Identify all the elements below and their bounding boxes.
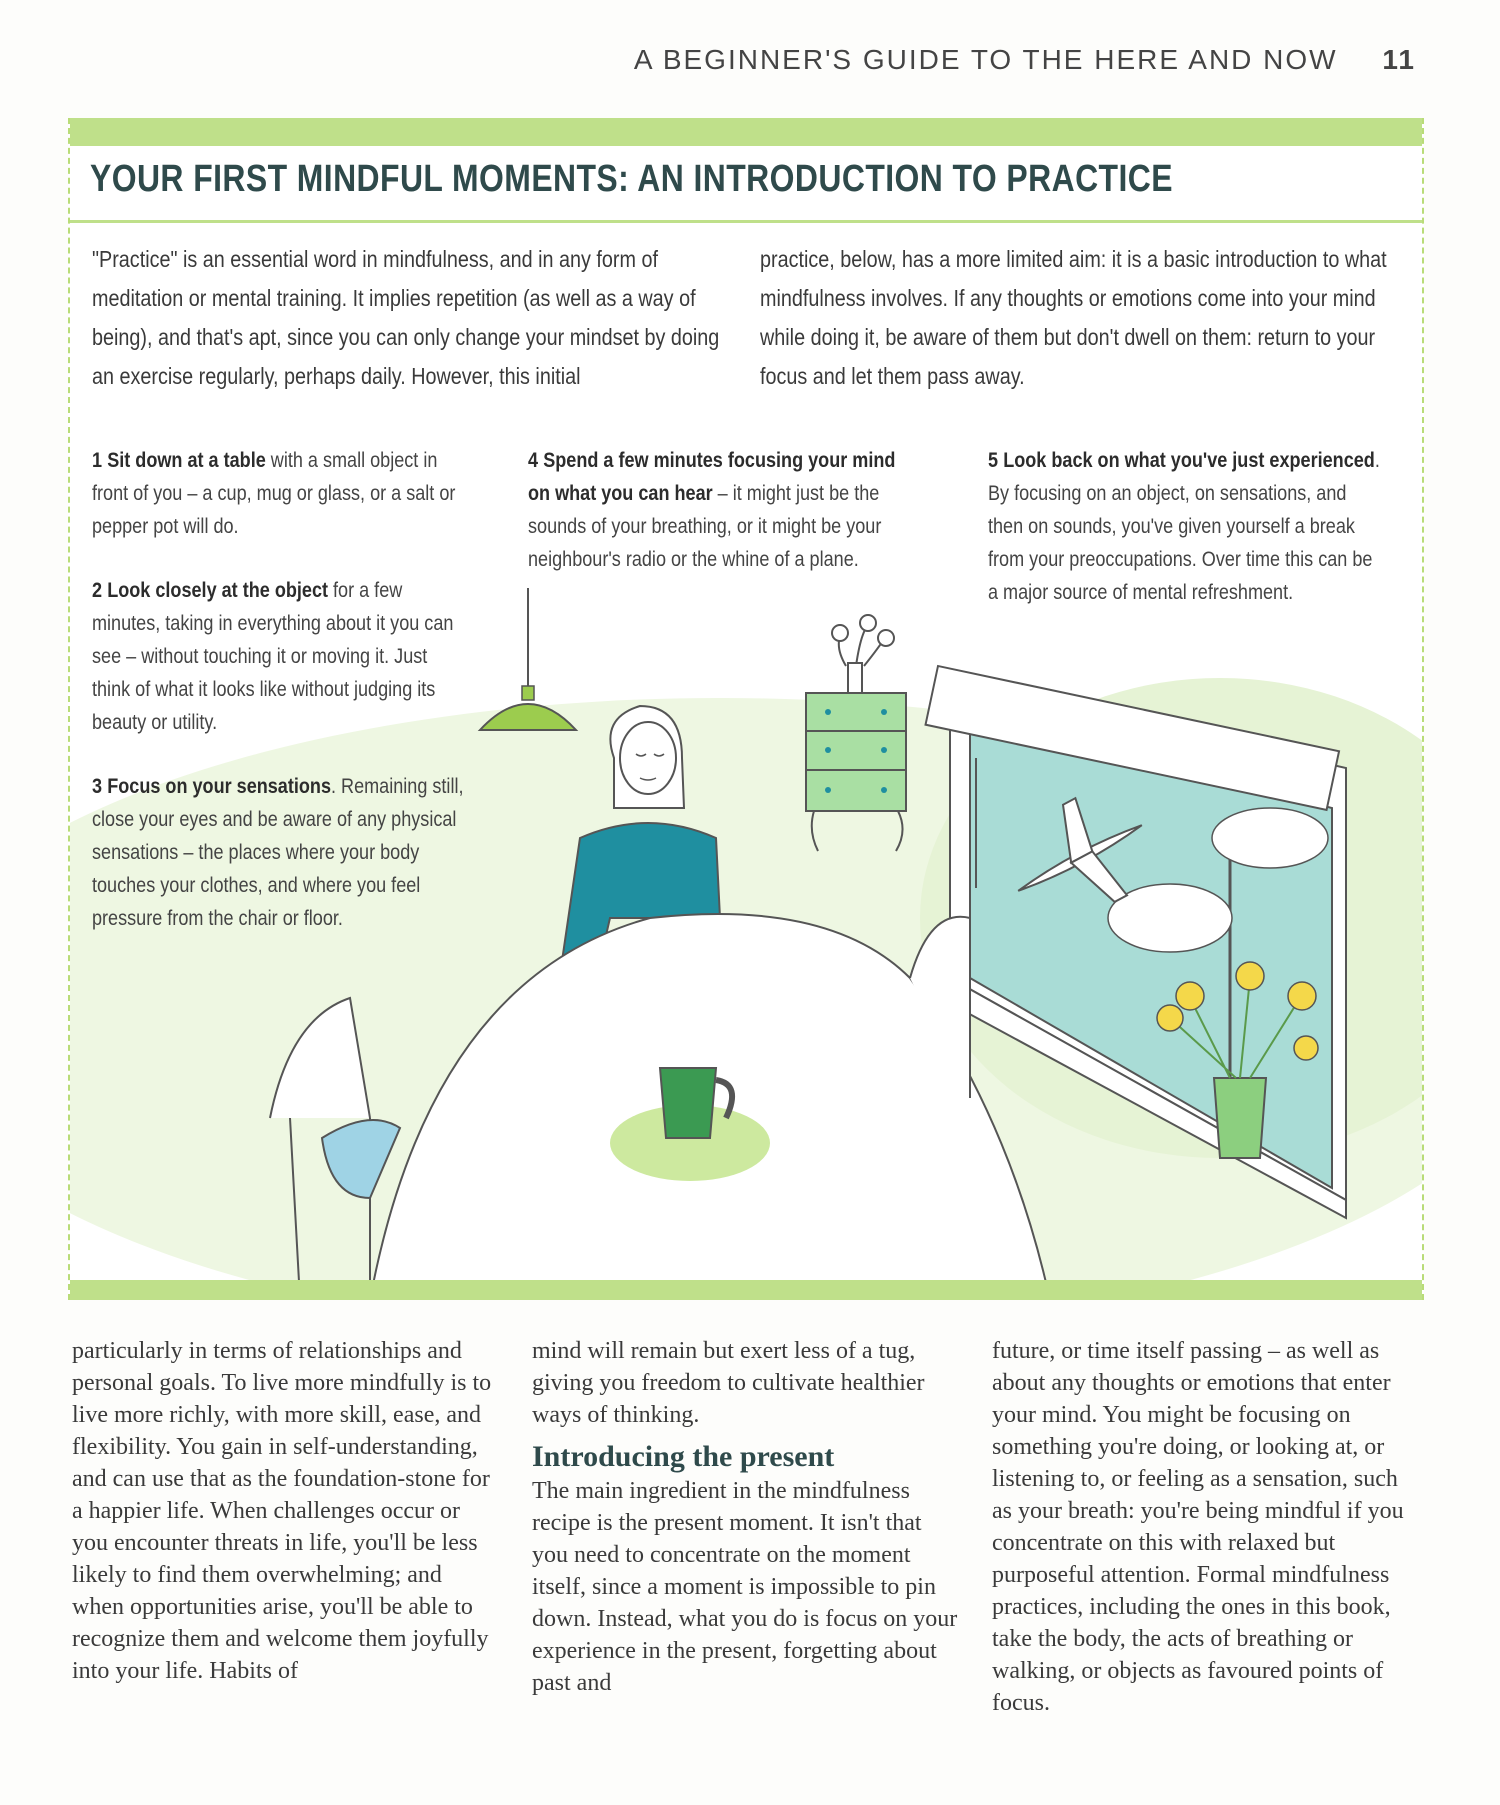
- heading-rule: [70, 220, 1422, 223]
- body-col1-text: particularly in terms of relationships and personal goals. To live more mindfully is to live more richly, with more skill, ease, and flexibility. You gain in self-understanding, and can use that as the foundation-stone for a happier life. When challenges occur or you encounter threats in life, you'll be less likely to find them overwhelming; and when opportunities arise, you'll be able to recognize them and welcome them joyfully into your life. Habits of: [72, 1338, 492, 1684]
- page-number: 11: [1382, 44, 1416, 75]
- step-5: [988, 444, 1388, 609]
- body-col2-bottom: The main ingredient in the mindfulness recipe is the present moment. It isn't that you need to concentrate on the moment itself, since a moment is impossible to pin down. Instead, what you do is focus on your experience in the present, forgetting about past and: [532, 1478, 958, 1696]
- running-head-title: A BEGINNER'S GUIDE TO THE HERE AND NOW: [633, 44, 1338, 75]
- step-5-text: . By focusing on an object, on sensations, and then on sounds, you've given yourself a break from your preoccupations. Over time this can be a major source of mental refreshment.: [988, 449, 1380, 604]
- body-column-2: [532, 1335, 958, 1699]
- step-1-number: 1: [92, 449, 103, 472]
- panel-bottom-bar: [70, 1280, 1422, 1300]
- step-5-number: 5: [988, 449, 999, 472]
- step-4: [528, 444, 908, 576]
- body-col3-text: future, or time itself passing – as well as about any thoughts or emotions that enter your mind. You might be focusing on something you're doing, or looking at, or listening to, or feeling as a sensation, such as your breath: you're being mindful if you concentrate on this with relaxed but purposeful attention. Formal mindfulness practices, including the ones in this book, take the body, the acts of breathing or walking, or objects as favoured points of focus.: [992, 1338, 1404, 1716]
- panel-heading: YOUR FIRST MINDFUL MOMENTS: AN INTRODUCTION TO PRACTICE: [90, 158, 1173, 200]
- body-column-1: [72, 1335, 498, 1687]
- body-col2-top: mind will remain but exert less of a tug, giving you freedom to cultivate healthier ways of thinking.: [532, 1338, 925, 1428]
- step-2-number: 2: [92, 579, 103, 602]
- intro-right: [760, 240, 1400, 396]
- step-3-lead: Focus on your sensations: [107, 775, 331, 798]
- subheading: Introducing the present: [532, 1440, 835, 1473]
- step-4-number: 4: [528, 449, 539, 472]
- step-4-lead: Spend a few minutes focusing your mind on what you can hear: [528, 449, 896, 505]
- step-5-lead: Look back on what you've just experienced: [1003, 449, 1375, 472]
- intro-right-text: practice, below, has a more limited aim: it is a basic introduction to what mindfulness involves. If any thoughts or emotions come into your mind while doing it, be aware of them but don't dwell on them: return to your focus and let them pass away.: [760, 246, 1387, 389]
- intro-left-text: "Practice" is an essential word in mindfulness, and in any form of meditation or mental training. It implies repetition (as well as a way of being), and that's apt, since you can only change your mindset by doing an exercise regularly, perhaps daily. However, this initial: [92, 246, 720, 389]
- intro-left: [92, 240, 732, 396]
- practice-panel: [68, 118, 1424, 1300]
- body-column-3: [992, 1335, 1418, 1719]
- step-4-text: – it might just be the sounds of your breathing, or it might be your neighbour's radio or the whine of a plane.: [528, 482, 882, 571]
- running-head: [634, 44, 1416, 76]
- step-1-text: with a small object in front of you – a cup, mug or glass, or a salt or pepper pot will do.: [92, 449, 456, 538]
- step-1: [92, 444, 472, 543]
- step-2-text: for a few minutes, taking in everything about it you can see – without touching it or moving it. Just think of what it looks like without judging its beauty or utility.: [92, 579, 454, 734]
- step-3-number: 3: [92, 775, 103, 798]
- step-1-lead: Sit down at a table: [107, 449, 266, 472]
- step-3-text: . Remaining still, close your eyes and be aware of any physical sensations – the places where your body touches your clothes, and where you feel pressure from the chair or floor.: [92, 775, 464, 930]
- step-2-lead: Look closely at the object: [107, 579, 329, 602]
- step-3: [92, 770, 472, 935]
- step-2: [92, 574, 472, 739]
